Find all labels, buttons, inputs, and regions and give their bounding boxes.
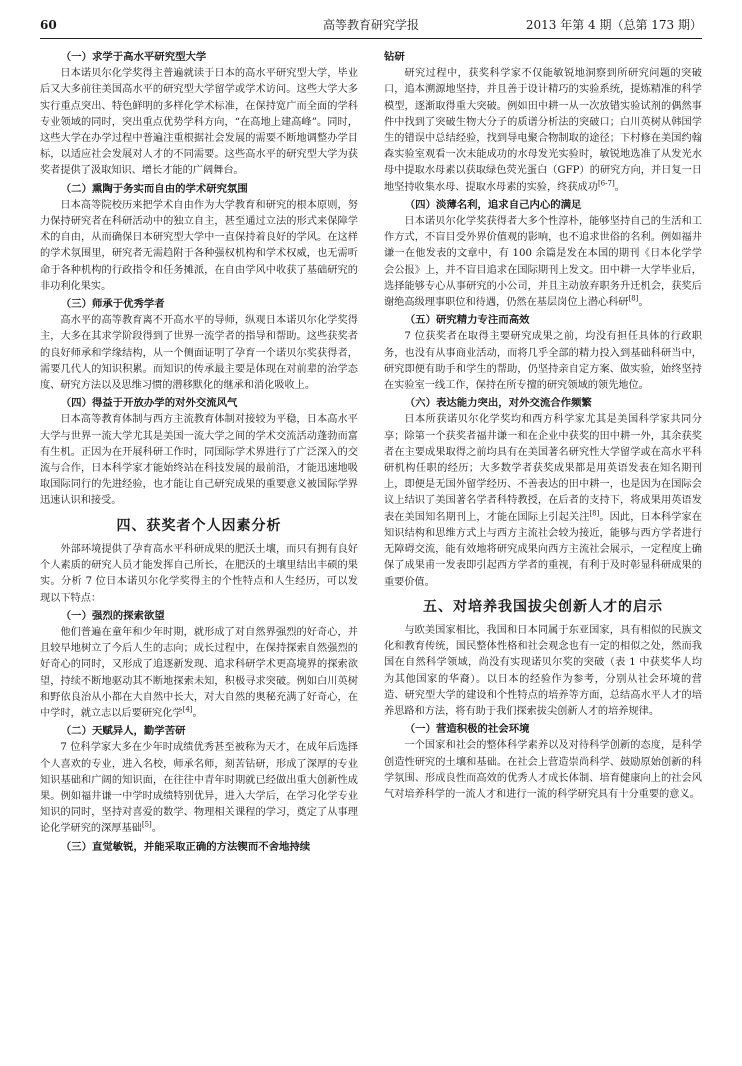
header-rule	[40, 38, 702, 39]
subsection-heading: （四）淡薄名利，追求自己内心的满足	[404, 198, 582, 211]
subsection-heading-continued: 钻研	[384, 51, 405, 63]
subsection-heading: （一）营造积极的社会环境	[404, 723, 530, 736]
citation: [6-7]	[597, 179, 615, 188]
paragraph-text: 7 位科学家大多在少年时成绩优秀甚至被称为天才，在成年后选择个人喜欢的专业，进入名校，师承名师，刻苦钻研，形成了深厚的专业知识基础和广阔的知识面，在往往中青年时期就已经做出重大创新性成果。例如福井谦一中学时成绩特别优异，进入大学后，在学习化学专业知识的同时，坚持对喜爱的数学、物理相关课程的学习，奠定了从事理论化学研究的深厚基础	[40, 742, 358, 835]
paragraph: 7 位获奖者在取得主要研究成果之前，均没有担任具体的行政职务，也没有从事商业活动，而将几乎全部的精力投入到基础科研当中，研究即便有助手和学生的帮助，仍坚持亲自定方案、做实验，始终坚持在实验室一线工作，保持在所专擅的研究领域的领先地位。	[384, 331, 702, 392]
paragraph	[384, 214, 702, 311]
paragraph: 日本高等院校历来把学术自由作为大学教育和研究的根本原则，努力保持研究者在科研活动中的独立自主，甚至通过立法的形式来保障学术的自由，从而确保日本研究型大学中一直保持着良好的学风。在这样的学术氛围里，研究者无需趋附于各种强权机构和学术权威，也无需听命于各种机构的行政指令和任务摊派，在自由学风中收获了基础研究的非功利化果实。	[40, 199, 358, 292]
page-number: 60	[40, 18, 57, 32]
subsection-heading: （二）天赋异人，勤学苦研	[60, 725, 186, 738]
subsection-heading: （二）熏陶于务实而自由的学术研究氛围	[60, 182, 248, 195]
paragraph: 与欧美国家相比，我国和日本同属于东亚国家，具有相似的民族文化和教育传统，国民整体性格和社会观念也有一定的相似之处，然而我国在自然科学领域，尚没有实现诺贝尔奖的突破（表 1 中获奖华人均为其他国家的华裔）。以日本的经验作为参考，分别从社会环境的营造、研究型大学的建设和个性特点的培养等方面，总结高水平人才的培养思路和方法，将有助于我们探索拔尖创新人才的培养规律。	[384, 624, 702, 717]
subsection-heading: （四）得益于开放办学的对外交流风气	[60, 397, 238, 410]
citation: [8]	[628, 294, 639, 303]
subsection-heading: （五）研究精力专注而高效	[404, 314, 530, 327]
issue-info: 2013 年第 4 期（总第 173 期）	[525, 18, 702, 32]
paragraph-text: 日本诺贝尔化学奖获得者大多个性淳朴，能够坚持自己的生活和工作方式，不盲目受外界价值观的影响，也不追求世俗的名利。例如福井谦一在他发表的文章中，有 100 余篇是发在本国的期刊《日本化学学会公报》上，并不盲目追求在国际期刊上发文。田中耕一大学毕业后，选择能够专心从事研究的小公司，并且主动放弃职务升迁机会，获奖后谢绝高级理事职位和待遇，仍然在基层岗位上潜心科研	[384, 216, 702, 309]
right-column	[384, 48, 702, 803]
paragraph: 外部环境提供了孕育高水平科研成果的肥沃土壤，而只有拥有良好个人素质的研究人员才能发挥自己所长，在肥沃的土壤里结出丰硕的果实。分析 7 位日本诺贝尔化学奖得主的个性特点和人生经历，可以发现以下特点：	[40, 543, 358, 604]
paragraph-text: 日本所获诺贝尔化学奖均和西方科学家尤其是美国科学家共同分享；除第一个获奖者福井谦一和在企业中获奖的田中耕一外，其余获奖者在主要成果取得之前均具有在美国著名研究性大学留学或在高水平科研机构任职的经历；大多数学者获奖成果都是用英语发表在知名期刊上，即便是无国外留学经历、不善表达的田中耕一，也是因为在国际会议上结识了美国著名学者科特教授，在后者的支持下，将成果用英语发表在美国知名期刊上，才能在国际上引起关注	[384, 414, 702, 523]
paragraph: 日本高等教育体制与西方主流教育体制对接较为平稳，日本高水平大学与世界一流大学尤其是美国一流大学之间的学术交流活动蓬勃而富有生机。正因为在开展科研工作时，同国际学术界进行了广泛深入的交流与合作，日本科学家才能始终站在科技发展的最前沿，才能迅速地吸取国际同行的先进经验，也才能让自己研究成果的重要意义被国际学界迅速认识和接受。	[40, 414, 358, 507]
paragraph	[384, 66, 702, 196]
paragraph: 一个国家和社会的整体科学素养以及对待科学创新的态度，是科学创造性研究的土壤和基础。在社会上营造崇尚科学、鼓励原始创新的科学氛围、形成良性而高效的优秀人才成长体制、培育健康向上的社会风气对培养科学的一流人才和进行一流的科学研究具有十分重要的意义。	[384, 740, 702, 800]
subsection-heading: （三）直觉敏锐，并能采取正确的方法锲而不舍地持续	[60, 840, 311, 853]
section-heading: 四、获奖者个人因素分析	[116, 517, 282, 534]
running-header	[40, 14, 702, 36]
journal-name: 高等教育研究学报	[322, 18, 419, 32]
paragraph-text: 。	[614, 181, 625, 193]
paragraph-text: 研究过程中，获奖科学家不仅能敏锐地洞察到所研究问题的突破口，追本溯源地坚持，并且善于设计精巧的实验系统，提炼精准的科学模型，逐渐取得重大突破。例如田中耕一从一次放错实验试剂的偶然事件中找到了突破生物大分子的质谱分析法的突破口；白川英树从韩国学生的错误中总结经验，找到导电聚合物制取的途径；下村修在美国约翰森实验室观看一次未能成功的水母发光实验时，敏锐地选准了从发光水母中提取水母素以获取绿色荧光蛋白（GFP）的研究方向，并日复一日地坚持收集水母、提取水母素的实验，终获成功	[384, 68, 702, 193]
paragraph-text: 他们普遍在童年和少年时期，就形成了对自然界强烈的好奇心，并且较早地树立了今后人生的志向；成长过程中，在保持探索自然强烈的好奇心的同时，又形成了追逐新发现、追求科研学术更高境界的探索欲望，持续不断地驱动其不断地探索未知，积极寻求突破。例如白川英树和野依良治从小都在大自然中长大，对大自然的奥秘充满了好奇心，在中学时，就立志以后要研究化学	[40, 626, 358, 719]
paragraph-text: 。	[638, 297, 649, 309]
paragraph	[40, 740, 358, 837]
paragraph: 日本诺贝尔化学奖得主普遍就读于日本的高水平研究型大学，毕业后又大多前往美国高水平的研究型大学留学或学术访问。这些大学大多实行重点突出、特色鲜明的多样化学术标准，在保持宽广而全面的学科专业领域的同时，突出重点优势学科方向，“在高地上建高峰”。同时，这些大学在办学过程中普遍注重根据社会发展的需要不断地调整办学目标，以适应社会发展对人才的不同需要。这些高水平的研究型大学为获奖者提供了汲取知识、增长才能的广阔舞台。	[40, 68, 358, 177]
paragraph	[40, 625, 358, 722]
citation: [8]	[589, 509, 600, 518]
paragraph	[384, 412, 702, 590]
left-column	[40, 48, 358, 856]
paragraph: 高水平的高等教育离不开高水平的导师，纵观日本诺贝尔化学奖得主，大多在其求学阶段得到了世界一流学者的指导和帮助。这些获奖者的良好师承和学缘结构，从一个侧面证明了孕育一个诺贝尔奖获得者，需要几代人的知识积累。而知识的传承最主要是体现在对前辈的治学态度、研究方法以及思维习惯的潜移默化的继承和消化吸收上。	[40, 315, 358, 392]
subsection-heading: （三）师承于优秀学者	[60, 298, 165, 311]
section-heading: 五、对培养我国拔尖创新人才的启示	[423, 598, 663, 615]
subsection-heading: （六）表达能力突出，对外交流合作频繁	[404, 397, 592, 410]
paragraph-text: 。	[151, 823, 162, 835]
citation: [5]	[141, 820, 152, 829]
citation: [4]	[182, 705, 193, 714]
paragraph-text: 。	[192, 707, 203, 719]
subsection-heading: （一）求学于高水平研究型大学	[60, 51, 207, 63]
paragraph-text: 。因此，日本科学家在知识结构和思维方式上与西方主流社会较为接近，能够与西方学者进行无障碍交流，能有效地将研究成果向西方主流社会展示，一定程度上确保了成果甫一发表即引起西方学者的重视，有利于及时彰显科研成果的重要价值。	[384, 511, 703, 588]
subsection-heading: （一）强烈的探索欲望	[60, 609, 165, 622]
